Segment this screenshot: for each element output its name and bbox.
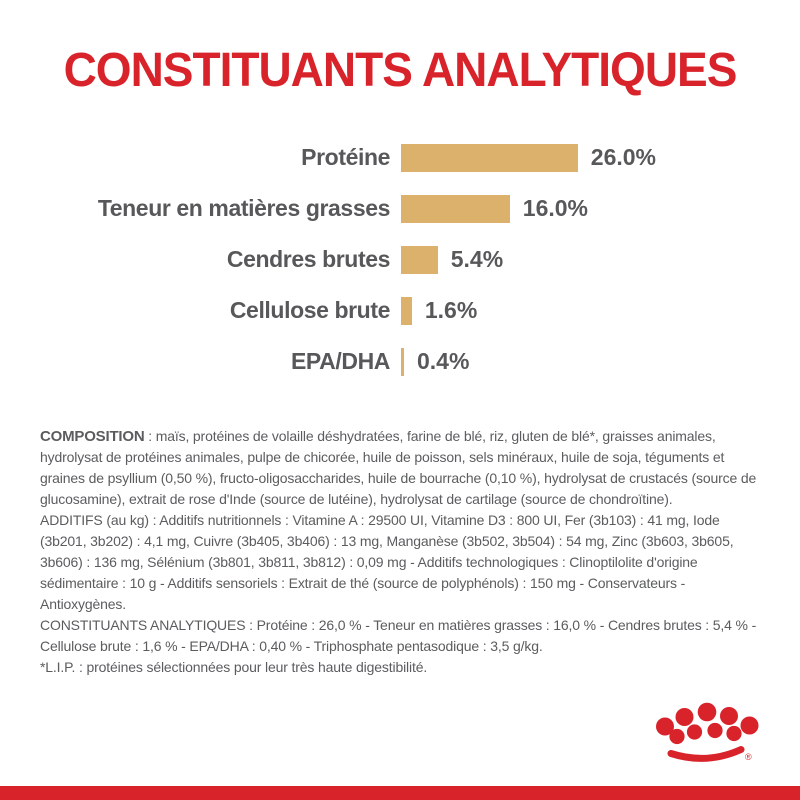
chart-bar — [401, 348, 404, 376]
chart-row — [0, 183, 800, 234]
page-title: CONSTITUANTS ANALYTIQUES — [63, 42, 737, 97]
chart-row-value: 5.4% — [450, 246, 504, 272]
chart-row-label: EPA/DHA — [290, 348, 390, 374]
chart-bar — [401, 246, 438, 274]
chart-row — [0, 336, 800, 387]
additives-paragraph: ADDITIFS (au kg) : Additifs nutritionnels : Vitamine A : 29500 UI, Vitamine D3 : 800 UI, Fer (3b103) : 41 mg, Iode (3b201, 3b202) : 4,1 mg, Cuivre (3b405, 3b406) : 13 mg, Manganèse (3b502, 3b504) : 54 mg, Zinc (3b603, 3b605, 3b606) : 136 mg, Sélénium (3b801, 3b811, 3b812) : 0,09 mg - Additifs technologiques : Clinoptilolite d'origine sédimentaire : 10 g - Additifs sensoriels : Extrait de thé (source de polyphénols) : 150 mg - Conservateurs - Antioxygènes. — [40, 512, 734, 612]
chart-bar — [401, 195, 510, 223]
chart-row — [0, 234, 800, 285]
info-text-block — [40, 426, 767, 678]
composition-paragraph — [40, 426, 767, 510]
lip-footnote: *L.I.P. : protéines sélectionnées pour leur très haute digestibilité. — [40, 659, 428, 675]
chart-row-value: 1.6% — [424, 297, 478, 323]
chart-row — [0, 285, 800, 336]
royal-canin-logo — [645, 695, 775, 775]
chart-row-label: Teneur en matières grasses — [97, 195, 390, 221]
registered-trademark-symbol: ® — [745, 752, 752, 762]
analytical-constituents-paragraph: CONSTITUANTS ANALYTIQUES : Protéine : 26,0 % - Teneur en matières grasses : 16,0 % - Cendres brutes : 5,4 % - Cellulose brute : 1,6 % - EPA/DHA : 0,40 % - Triphosphate pentasodique : 3,5 g/kg. — [40, 617, 757, 654]
crown-icon — [645, 695, 775, 775]
composition-text: : maïs, protéines de volaille déshydratées, farine de blé, riz, gluten de blé*, graisses animales, hydrolysat de protéines animales, pulpe de chicorée, huile de poisson, sels minéraux, huile de soja, téguments et graines de psyllium (0,50 %), fructo-oligosaccharides, huile de bourrache (0,10 %), hydrolysat de crustacés (source de glucosamine), extrait de rose d'Inde (source de lutéine), hydrolysat de cartilage (source de chondroïtine). — [40, 428, 757, 507]
chart-bar — [401, 297, 412, 325]
composition-heading: COMPOSITION — [40, 428, 145, 445]
chart-row-label: Cellulose brute — [229, 297, 390, 323]
chart-row-label: Protéine — [301, 144, 390, 170]
chart-bar — [401, 144, 578, 172]
chart-row-value: 26.0% — [590, 144, 657, 170]
bottom-red-bar — [0, 786, 800, 800]
chart-row-value: 16.0% — [522, 195, 589, 221]
chart-row — [0, 132, 800, 183]
chart-row-label: Cendres brutes — [226, 246, 390, 272]
analytical-chart — [0, 132, 800, 387]
chart-row-value: 0.4% — [417, 348, 470, 374]
